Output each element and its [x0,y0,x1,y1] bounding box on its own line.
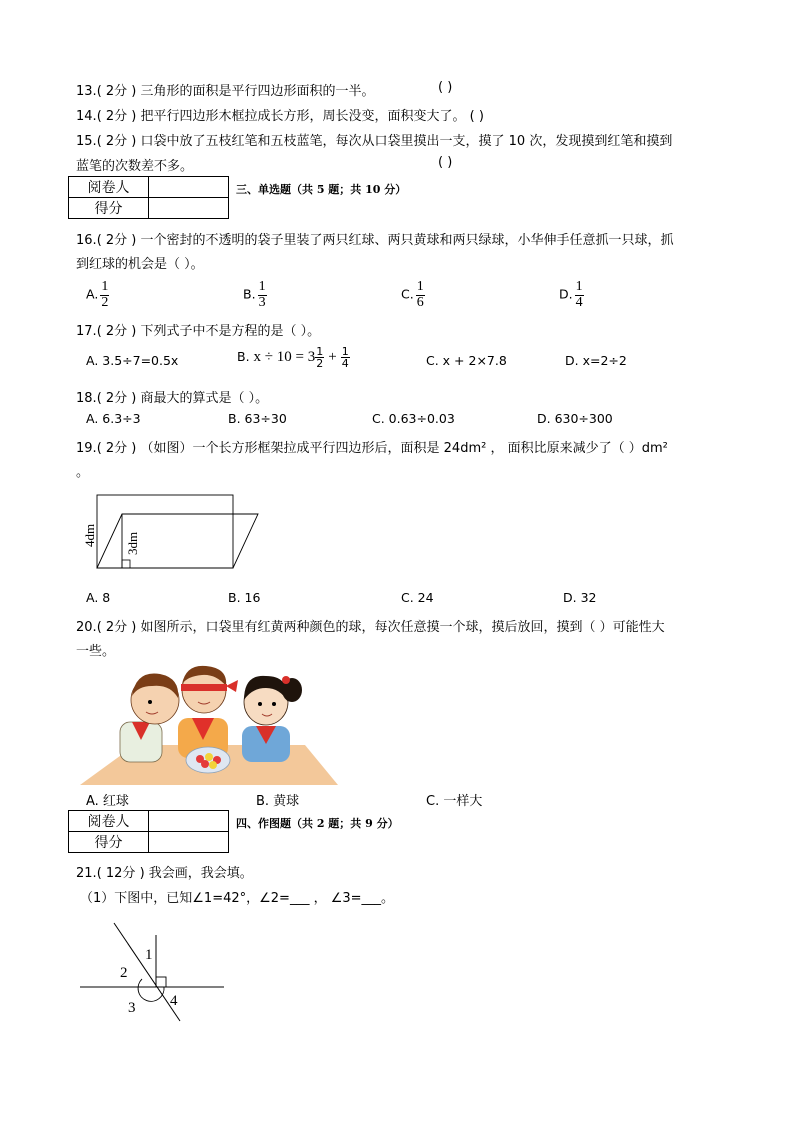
question-number: 20. [76,620,97,635]
option-16-d[interactable] [559,280,584,310]
question-score: ( 2分 ) [96,134,137,149]
equation-left: x ÷ 10 = 3 [253,349,316,365]
question-16 [76,229,674,248]
answer-paren-13[interactable]: ( ) [438,80,453,95]
score-table-4 [68,810,229,853]
reviewer-cell[interactable] [149,811,229,832]
numerator: 1 [316,345,324,358]
question-text: 我会画，我会填。 [148,866,253,881]
question-text: 把平行四边形木框拉成长方形，周长没变，面积变大了。 [140,109,466,124]
angle-label-3: 3 [128,1000,136,1016]
fraction [100,280,109,310]
question-score: ( 2分 ) [96,233,137,248]
option-20-b[interactable]: B. 黄球 [256,794,300,809]
question-text-cont: 。 [76,465,90,480]
question-21 [76,862,253,881]
question-score: ( 2分 ) [96,109,137,124]
angle-arc [138,979,164,1001]
section-title-4: 四、作图题（共 2 题；共 9 分） [236,817,399,830]
question-number: 17. [76,324,97,339]
fraction [341,346,350,369]
denominator: 4 [575,294,583,310]
option-label: D. [559,286,573,302]
fraction [575,280,584,310]
question-score: ( 12分 ) [96,866,145,881]
angle-figure [76,915,236,1025]
fraction [258,280,267,310]
angle-label-4: 4 [170,993,178,1009]
question-13 [76,80,375,99]
score-label: 得分 [69,198,149,219]
question-score: ( 2分 ) [96,84,137,99]
angle-label-2: 2 [120,965,128,981]
parallelogram-shape [97,514,258,568]
question-number: 19. [76,441,97,456]
question-number: 13. [76,84,97,99]
numerator: 1 [258,279,266,294]
question-number: 14. [76,109,97,124]
question-20 [76,616,665,635]
question-text: 三角形的面积是平行四边形面积的一半。 [140,84,375,99]
numerator: 1 [341,345,349,358]
question-text: 口袋中放了五枝红笔和五枝蓝笔，每次从口袋里摸出一支，摸了 10 次，发现摸到红笔和摸到 [140,134,673,149]
option-17-c[interactable]: C. x + 2×7.8 [426,353,507,368]
question-score: ( 2分 ) [96,441,137,456]
denominator: 2 [316,357,324,370]
denominator: 2 [101,294,109,310]
question-text: 商最大的算式是（ ）。 [140,391,269,406]
question-17 [76,320,320,339]
label-3dm: 3dm [125,531,140,555]
denominator: 4 [341,357,349,370]
question-score: ( 2分 ) [96,620,137,635]
option-17-a[interactable]: A. 3.5÷7=0.5x [86,353,179,368]
option-16-c[interactable] [401,280,425,310]
denominator: 6 [416,294,424,310]
reviewer-label: 阅卷人 [69,811,149,832]
score-table-3 [68,176,229,219]
question-number: 16. [76,233,97,248]
label-4dm: 4dm [82,523,97,547]
question-18 [76,387,268,406]
question-score: ( 2分 ) [96,391,137,406]
question-number: 21. [76,866,97,881]
option-label: A. [86,286,99,302]
option-16-b[interactable] [243,280,267,310]
right-angle-mark [122,560,130,568]
option-18-a[interactable]: A. 6.3÷3 [86,411,141,426]
section-title-3: 三、单选题（共 5 题；共 10 分） [236,183,407,196]
question-text: 如图所示，口袋里有红黄两种颜色的球，每次任意摸一个球，摸后放回，摸到（ ）可能性大 [140,620,665,635]
question-21-sub1[interactable]: （1）下图中，已知∠1=42°，∠2=___ ， ∠3=___。 [80,891,395,906]
numerator: 1 [101,279,109,294]
parallelogram-figure [80,485,265,575]
option-18-c[interactable]: C. 0.63÷0.03 [372,411,455,426]
option-16-a[interactable] [86,280,109,310]
score-cell[interactable] [149,832,229,853]
children-illustration [80,660,340,785]
question-text-cont: 蓝笔的次数差不多。 [76,159,194,174]
reviewer-cell[interactable] [149,177,229,198]
numerator: 1 [416,279,424,294]
question-text-cont: 一些。 [76,644,116,659]
option-17-b[interactable] [237,346,350,369]
score-label: 得分 [69,832,149,853]
option-label: C. [401,286,414,302]
option-17-d[interactable]: D. x=2÷2 [565,353,627,368]
numerator: 1 [575,279,583,294]
question-text: 一个密封的不透明的袋子里装了两只红球、两只黄球和两只绿球，小华伸手任意抓一只球，抓 [140,233,674,248]
option-18-d[interactable]: D. 630÷300 [537,411,613,426]
question-score: ( 2分 ) [96,324,137,339]
fraction [315,346,324,369]
question-19 [76,437,668,456]
answer-paren-15[interactable]: ( ) [438,155,453,170]
option-20-a[interactable]: A. 红球 [86,794,129,809]
question-14 [76,105,484,124]
plus-sign: + [328,349,337,365]
option-label: B. [243,286,256,302]
question-text: （如图）一个长方形框架拉成平行四边形后，面积是 24dm² ， 面积比原来减少了（ ）dm² [140,441,668,456]
option-19-a[interactable]: A. 8 [86,590,111,605]
question-number: 18. [76,391,97,406]
question-15 [76,130,672,149]
option-label: B. [237,349,250,364]
option-19-b[interactable]: B. 16 [228,590,261,605]
option-20-c[interactable]: C. 一样大 [426,794,483,809]
fraction [416,280,425,310]
option-19-d[interactable]: D. 32 [563,590,597,605]
denominator: 3 [258,294,266,310]
option-18-b[interactable]: B. 63÷30 [228,411,287,426]
right-angle-mark [156,977,166,987]
question-number: 15. [76,134,97,149]
answer-paren-14[interactable]: ( ) [469,109,484,124]
reviewer-label: 阅卷人 [69,177,149,198]
question-text-cont: 到红球的机会是（ ）。 [76,257,204,272]
question-text: 下列式子中不是方程的是（ ）。 [140,324,321,339]
rectangle-shape [97,495,233,568]
angle-label-1: 1 [145,947,153,963]
option-19-c[interactable]: C. 24 [401,590,434,605]
boy-middle [178,666,238,758]
score-cell[interactable] [149,198,229,219]
ball-bag [186,747,230,773]
